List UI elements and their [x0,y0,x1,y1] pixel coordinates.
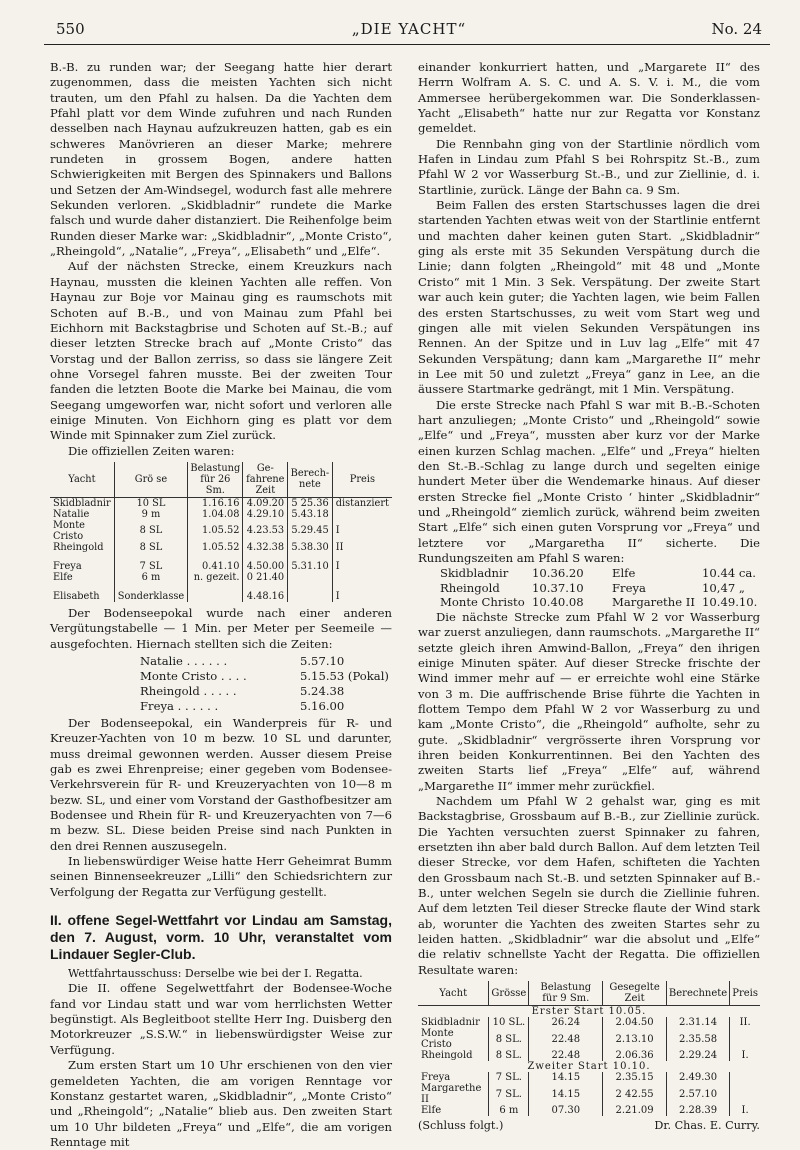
table-cell: 1.05.52 [188,542,243,553]
table-cell: 2.06.36 [603,1050,667,1061]
author-signature: Dr. Chas. E. Curry. [654,1119,760,1133]
paragraph: einander konkurriert hatten, und „Margarete II“ des Herrn Wolfram A. S. C. und A. S. V. i. M., die vom Ammersee herübergekommen war. Die Sonderklassen-Yacht „Elisabeth“ hatte nur zur Regatta vor Konstanz gemeldet. [418,60,760,136]
paragraph: Zum ersten Start um 10 Uhr erschienen von den vier gemeldeten Yachten, die am vorigen Renntage vor Konstanz gestartet waren, „Skidbladnir“, „Monte Cristo“ und „Rheingold“; „Natalie“ blieb aus. Den zweiten Start um 10 Uhr bildeten „Freya“ und „Elfe“, die am vorigen Renntage mit [50,1058,392,1149]
table-cell: Rheingold [53,541,104,553]
results-table-1 [50,462,392,602]
table-row [418,1028,760,1050]
table-row [50,561,392,572]
table-cell: Margarethe II [421,1083,482,1106]
table-cell: 0 21.40 [243,572,288,583]
table-cell: 8 SL. [489,1050,529,1061]
table-cell [288,572,333,583]
yacht-name: Monte Cristo . . . . [140,668,247,683]
table-cell: 2.57.10 [666,1083,729,1105]
prize-row [140,684,392,699]
table-row [418,1105,760,1116]
table-cell: Elisabeth [53,590,100,602]
table-row [50,591,392,602]
start-label: Erster Start 10.05. [531,1006,647,1018]
table-cell: 6 m [489,1105,529,1116]
table-header: Belastung für 9 Sm. [529,981,603,1006]
prize-row [140,699,392,714]
table-cell: 5 25.36 [288,497,333,509]
table-cell: Skidbladnir [421,1017,480,1029]
table-row [50,520,392,542]
table-cell: 7 SL [114,561,187,572]
table-cell: Elfe [421,1105,442,1117]
paragraph: Beim Fallen des ersten Startschusses lagen die drei startenden Yachten etwas weit von der Startlinie entfernt und machten daher keinen guten Start. „Skidbladnir“ ging als erste mit 35 Sekunden Verspätung durch die Linie; dann folgten „Rheingold“ mit 48 und „Monte Cristo“ mit 1 Min. 3 Sek. Verspätung. Der zweite Start war auch kein guter; die Yachten lagen, wie beim Fallen des ersten Startschusses, zu weit vom Start weg und gingen alle mit vielen Sekunden Verspätungen ins Rennen. An der Spitze und in Luv lag „Elfe“ mit 47 Sekunden Verspätung; dann kam „Margarethe II“ mehr in Lee mit 50 und zuletzt „Freya“ ganz in Lee, an die äussere Startmarke gedrängt, mit 1 Min. Verspätung. [418,198,760,397]
table-cell: 4.23.53 [243,520,288,542]
issue-number: No. 24 [711,20,762,38]
table-cell: 8 SL [114,520,187,542]
table-cell: 2.28.39 [666,1105,729,1116]
start-row [418,1061,760,1072]
rounding-time: 10,47 „ [702,580,745,595]
table-cell: Freya [53,560,82,572]
table-cell: Natalie [53,508,90,520]
paragraph: B.-B. zu runden war; der Seegang hatte hier derart zugenommen, dass die meisten Yachten sich nicht trauten, um den Pfahl zu halsen. Da die Yachten dem Pfahl platt vor dem Winde zufuhren und nach Runden desselben nach Haynau aufzukreuzen hatten, gab es ein schweres Manövrieren an dieser Marke; mehrere rundeten in grossem Bogen, andere hatten Schwierigkeiten mit Bergen des Spinnakers und Ballons und Setzen der Am-Windsegel, wodurch fast alle mehrere Sekunden verloren. „Skidbladnir“ rundete die Marke falsch und wurde daher distanziert. Die Reihenfolge beim Runden dieser Marke war: „Skidbladnir“, „Monte Cristo“, „Rheingold“, „Natalie“, „Freya“, „Elisabeth“ und „Elfe“. [50,60,392,259]
table-header: Berech-nete [288,462,333,498]
table-cell: 0.41.10 [188,561,243,572]
table-cell: 1.04.08 [188,509,243,520]
table-cell [730,1083,760,1105]
paragraph: Nachdem um Pfahl W 2 gehalst war, ging es mit Backstagbrise, Grossbaum auf B.-B., zur Ziellinie zurück. Die Yachten versuchten zuerst Spinnaker zu fahren, ersetzten ihn aber bald durch Ballon. Auf dem letzten Teil dieser Strecke, vor dem Hafen, schifteten die Yachten den Grossbaum nach St.-B. und setzten Spinnaker auf B.-B., unter welchen Segeln sie durch die Ziellinie fuhren. Auf dem letzten Teil dieser Strecke flaute der Wind stark ab, worunter die Yachten des zweiten Startes sehr zu leiden hatten. „Skidbladnir“ war die absolut und „Elfe“ die relativ schnellste Yacht der Regatta. Die offiziellen Resultate waren: [418,793,760,977]
table-row [418,1083,760,1105]
prize-time: 5.24.38 [300,683,345,698]
paragraph: Die nächste Strecke zum Pfahl W 2 vor Wasserburg war zuerst anzuliegen, dann raumschots. „Margarethe II“ setzte gleich ihren Amwind-Ballon, „Freya“ den ihrigen einige Minuten später. Auf dieser Strecke frischte der Wind immer mehr auf — er erreichte wohl eine Stärke von 3 m. Die auffrischende Brise führte die Yachten in flottem Tempo dem Pfahl W 2 vor Wasserburg zu und kam „Monte Cristo“, die „Rheingold“ aufholte, sehr zu gute. „Skidbladnir“ vergrösserte ihren Vorsprung vor ihren beiden Konkurrentinnen. Bei den Yachten des zweiten Starts lief „Freya“ „Elfe“ auf, während „Margarethe II“ immer mehr zurückfiel. [418,609,760,793]
yacht-name: Freya [612,580,646,595]
prize-time: 5.15.53 (Pokal) [300,668,389,683]
prize-list [140,654,392,714]
table-cell: 14.15 [529,1083,603,1105]
rounding-time: 10.36.20 [532,566,584,581]
table-cell: 2.49.30 [666,1072,729,1083]
table-header: Ge-fahrene Zeit [243,462,288,498]
table-cell [730,1072,760,1083]
table-cell: distanziert [332,497,392,509]
table-cell: Skidbladnir [53,497,111,509]
table-row [50,509,392,520]
row-gap [50,583,392,591]
table-cell: 4.48.16 [243,591,288,602]
table-cell: I. [730,1050,760,1061]
paragraph: Der Bodenseepokal, ein Wanderpreis für R- und Kreuzer-Yachten von 10 m bezw. 10 SL und darunter, muss dreimal gewonnen werden. Ausser diesem Preise gab es zwei Ehrenpreise; einer gegeben vom Bodensee-Verkehrsverein für R- und Kreuzeryachten von 10—8 m bezw. SL, und einer vom Vorstand der Gasthofbesitzer am Bodensee und Rhein für R- und Kreuzeryachten von 7—6 m bezw. SL. Diese beiden Preise sind nach Punkten in den drei Rennen auszusegeln. [50,715,392,853]
table-header: Preis [730,981,760,1006]
table-cell: 4.09.20 [243,497,288,509]
table-cell: 5.29.45 [288,520,333,542]
page-header [56,20,762,42]
table-cell: Elfe [53,571,73,583]
section-heading: II. offene Segel-Wettfahrt vor Lindau am Samstag, den 7. August, vorm. 10 Uhr, veranstaltet vom Lindauer Segler-Club. [50,912,392,963]
paragraph: Die II. offene Segelwettfahrt der Bodensee-Woche fand vor Lindau statt und war vom herrlichsten Wetter begünstigt. Als Begleitboot stellte Herr Ing. Duisberg den Motorkreuzer „S.S.W.“ in liebenswürdigster Weise zur Verfügung. [50,981,392,1057]
table-cell: I [332,591,392,602]
yacht-name: Freya . . . . . . [140,698,219,713]
table-cell: 10 SL. [489,1017,529,1028]
table-cell [188,591,243,602]
table-row [50,542,392,553]
yacht-name: Rheingold [440,580,500,595]
table-cell: n. gezeit. [188,572,243,583]
table-cell: 4.50.00 [243,561,288,572]
header-rule [44,44,770,45]
continuation-note: (Schluss folgt.) [418,1119,504,1133]
table-cell: 4.32.38 [243,542,288,553]
row-gap [50,553,392,561]
rounding-time: 10.37.10 [532,580,584,595]
paragraph: Der Bodenseepokal wurde nach einer anderen Vergütungstabelle — 1 Min. per Meter per Seemeile — ausgefochten. Hiernach stellten sich die Zeiten: [50,605,392,651]
table-cell: 8 SL. [489,1028,529,1050]
table-header: Preis [332,462,392,498]
start-row [418,1006,760,1018]
table-cell: 8 SL [114,542,187,553]
table-cell: Rheingold [421,1050,473,1062]
table-cell: 22.48 [529,1028,603,1050]
table-cell: 26.24 [529,1017,603,1028]
yacht-name: Skidbladnir [440,566,509,581]
paragraph: Die Rennbahn ging von der Startlinie nördlich vom Hafen in Lindau zum Pfahl S bei Rohrspitz St.-B., zum Pfahl W 2 vor Wasserburg St.-B., und zur Ziellinie, d. i. Startlinie, zurück. Länge der Bahn ca. 9 Sm. [418,136,760,197]
table-cell: 22.48 [529,1050,603,1061]
table-cell: II. [730,1017,760,1028]
table-row [418,1072,760,1083]
table-cell: 1.05.52 [188,520,243,542]
table-cell: 2.13.10 [603,1028,667,1050]
table-row [50,572,392,583]
table-cell: 4.29.10 [243,509,288,520]
committee-note: Wettfahrtausschuss: Derselbe wie bei der I. Regatta. [68,967,363,981]
table-header: Belastung für 26 Sm. [188,462,243,498]
rounding-time: 10.49.10. [702,595,758,610]
table-cell: Freya [421,1072,451,1084]
table-cell: 7 SL. [489,1072,529,1083]
yacht-name: Margarethe II [612,595,695,610]
yacht-name: Monte Christo [440,595,525,610]
prize-time: 5.16.00 [300,698,345,713]
table-row [418,1017,760,1028]
table-cell [332,509,392,520]
prize-row [140,669,392,684]
table-cell: I [332,561,392,572]
table-cell [332,572,392,583]
table-cell [288,591,333,602]
table-cell: 2 42.55 [603,1083,667,1105]
table-cell: 2.29.24 [666,1050,729,1061]
prize-row [140,654,392,669]
results-table-2 [418,981,760,1116]
left-column [50,60,392,1150]
table-cell: 9 m [114,509,187,520]
table-header: Grö se [114,462,187,498]
table-header: Yacht [50,462,114,498]
prize-time: 5.57.10 [300,653,345,668]
table-header: Berechnete [666,981,729,1006]
table-cell: 2.04.50 [603,1017,667,1028]
rounding-times [440,566,760,610]
start-label: Zweiter Start 10.10. [527,1061,651,1073]
table-row [50,497,392,509]
table-cell: 5.31.10 [288,561,333,572]
table-cell: 2.21.09 [603,1105,667,1116]
yacht-name: Natalie . . . . . . [140,653,228,668]
table-cell: 1.16.16 [188,497,243,509]
right-column [418,60,760,1133]
table-cell: Sonderklasse [114,591,187,602]
table-cell: 14.15 [529,1072,603,1083]
paragraph: Auf der nächsten Strecke, einem Kreuzkurs nach Haynau, mussten die kleinen Yachten alle reffen. Von Haynau zur Boje vor Mainau ging es raumschots mit Schoten auf B.-B., und von Mainau zum Pfahl bei Eichhorn mit Backstagbrise und Schoten auf St.-B.; auf dieser letzten Strecke brach auf „Monte Cristo“ das Vorstag und der Ballon zerriss, so dass sie längere Zeit ohne Vorsegel fahren musste. Bei der zweiten Tour fanden die letzten Boote die Marke bei Mainau, die vom Seegang umgeworfen war, nicht sofort und verloren alle einige Minuten. Von Eichhorn ging es platt vor dem Winde mit Spinnaker zum Ziel zurück. [50,259,392,443]
table-cell [730,1028,760,1050]
table-header: Gesegelte Zeit [603,981,667,1006]
table-cell: 5.38.30 [288,542,333,553]
yacht-name: Rheingold . . . . . [140,683,237,698]
yacht-name: Elfe [612,566,636,581]
table-cell: Monte Cristo [421,1028,454,1051]
table-cell: 5.43.18 [288,509,333,520]
article-footer [418,1118,760,1133]
table-cell: I [332,520,392,542]
table-cell: 7 SL. [489,1083,529,1105]
table-row [418,1050,760,1061]
page-number: 550 [56,20,85,38]
table-cell: 6 m [114,572,187,583]
paragraph: Die erste Strecke nach Pfahl S war mit B.-B.-Schoten hart anzuliegen; „Monte Cristo“ und „Rheingold“ sowie „Elfe“ und „Freya“, mussten aber kurz vor der Marke einen kurzen Schlag machen. „Elfe“ und „Freya“ hielten den St.-B.-Schlag zu lange durch und segelten einige hundert Meter über die Wendemarke hinaus. Auf dieser ersten Strecke fiel „Monte Cristo ‘ hinter „Skidbladnir“ und „Rheingold“ ziemlich zurück, während beim zweiten Start „Elfe“ sich einen guten Vorsprung vor „Freya“ und letztere vor „Margaretha II“ sicherte. Die Rundungszeiten am Pfahl S waren: [418,397,760,565]
table-cell: II [332,542,392,553]
journal-title: „DIE YACHT“ [351,20,467,38]
table-cell: 2.31.14 [666,1017,729,1028]
table-cell: I. [730,1105,760,1116]
paragraph: In liebenswürdiger Weise hatte Herr Geheimrat Bumm seinen Binnenseekreuzer „Lilli“ den Schiedsrichtern zur Verfolgung der Regatta zur Verfügung gestellt. [50,854,392,899]
table-header: Yacht [418,981,489,1006]
table-cell: 2.35.15 [603,1072,667,1083]
table-cell: 10 SL [114,497,187,509]
table-header: Grösse [489,981,529,1006]
paragraph: Die offiziellen Zeiten waren: [68,443,235,458]
table-cell: 07.30 [529,1105,603,1116]
table-cell: Monte Cristo [53,519,85,542]
table-cell: 2.35.58 [666,1028,729,1050]
rounding-time: 10.40.08 [532,595,584,610]
rounding-time: 10.44 ca. [702,566,756,581]
